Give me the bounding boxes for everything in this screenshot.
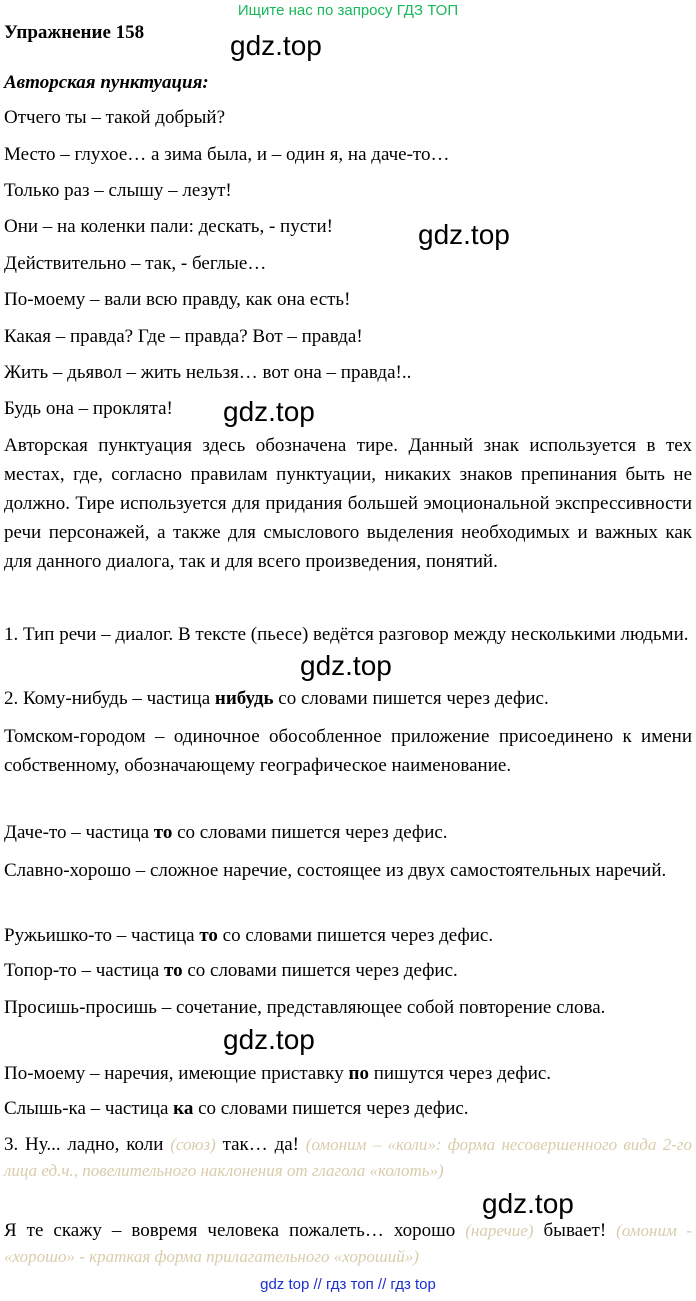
last-text: Я те скажу – вовремя человека пожалеть… хорошо [4,1220,466,1241]
last-paragraph [4,1218,692,1270]
dache-bold: то [153,822,173,843]
subtitle: Авторская пунктуация: [4,72,209,93]
example-line: Будь она – проклята! [4,398,173,419]
explanation-paragraph: Авторская пунктуация здесь обозначена тире. Данный знак используется в тех местах, где, согласно правилам пунктуации, никаких знаков препинания быть не должно. Тире используется для придания большей эмоциональной экспрессивности речи персонажей, а также для смыслового выделения необходимых и важных как для данного диалога, так и для всего произведения, понятий. [4,435,692,572]
top-banner[interactable]: Ищите нас по запросу ГДЗ ТОП [237,2,459,19]
slysh-text: Слышь-ка – частица [4,1098,174,1119]
ruzh-bold: то [199,925,218,946]
example-line: Они – на коленки пали: дескать, - пусти! [4,216,333,237]
example-line: Отчего ты – такой добрый? [4,107,226,128]
dache-text-end: со словами пишется через дефис. [172,822,448,843]
dache-line [4,822,448,844]
pomoemu-bold: по [348,1063,369,1084]
example-line: Действительно – так, - беглые… [4,253,267,274]
exercise-title: Упражнение 158 [4,22,145,43]
example-line: Только раз – слышу – лезут! [4,180,232,201]
slysh-bold: ка [173,1098,194,1119]
ruzh-text-end: со словами пишется через дефис. [217,925,494,946]
item-1: 1. Тип речи – диалог. В тексте (пьесе) ведётся разговор между несколькими людьми. [4,624,689,645]
watermark: gdz.top [223,1024,315,1055]
pomoemu-text: По-моему – наречия, имеющие приставку [4,1063,349,1084]
example-line: Место – глухое… а зима была, и – один я, на даче-то… [4,144,450,165]
topor-line [4,960,458,982]
topor-text-end: со словами пишется через дефис. [182,960,458,981]
pomoemu-text-end: пишутся через дефис. [368,1063,552,1084]
ruzh-text: Ружьишко-то – частица [4,925,200,946]
watermark: gdz.top [223,396,315,427]
item-2-text-end: со словами пишется через дефис. [273,688,549,709]
topor-bold: то [163,960,183,981]
watermark: gdz.top [300,650,392,681]
example-line: Какая – правда? Где – правда? Вот – правда! [4,326,363,347]
tomsk-paragraph: Томском-городом – одиночное обособленное приложение присоединено к имени собственному, обозначающему географическое наименование. [4,726,692,776]
item-3-text: 3. Ну... ладно, коли [4,1134,171,1155]
item-2-bold: нибудь [214,688,274,709]
watermark: gdz.top [230,30,322,61]
item-3 [4,1132,692,1184]
item-3-homonym-note: (омоним – «коли»: форма несовершенного вида 2-го лица ед.ч., повелительного наклонения от глагола «колоть») [4,1135,692,1180]
slysh-line [4,1098,469,1120]
item-3-text-mid: так… да! [215,1134,306,1155]
watermark: gdz.top [482,1188,574,1219]
ruzh-line [4,925,493,947]
last-homonym-note: (омоним - «хорошо» - краткая форма прилагательного «хороший») [4,1221,692,1266]
topor-text: Топор-то – частица [4,960,164,981]
watermark: gdz.top [418,219,510,250]
slavno-paragraph: Славно-хорошо – сложное наречие, состоящее из двух самостоятельных наречий. [4,860,667,881]
item-2 [4,688,549,710]
prosish-paragraph: Просишь-просишь – сочетание, представляющее собой повторение слова. [4,997,606,1018]
last-note: (наречие) [465,1221,534,1240]
example-line: По-моему – вали всю правду, как она есть! [4,289,351,310]
slysh-text-end: со словами пишется через дефис. [193,1098,469,1119]
last-text-mid: бывает! [533,1220,617,1241]
example-line: Жить – дьявол – жить нельзя… вот она – правда!.. [4,362,412,383]
pomoemu-line [4,1063,551,1085]
dache-text: Даче-то – частица [4,822,154,843]
item-2-text: 2. Кому-нибудь – частица [4,688,215,709]
bottom-banner[interactable]: gdz top // гдз топ // гдз top [260,1276,436,1293]
item-3-note: (союз) [170,1135,216,1154]
